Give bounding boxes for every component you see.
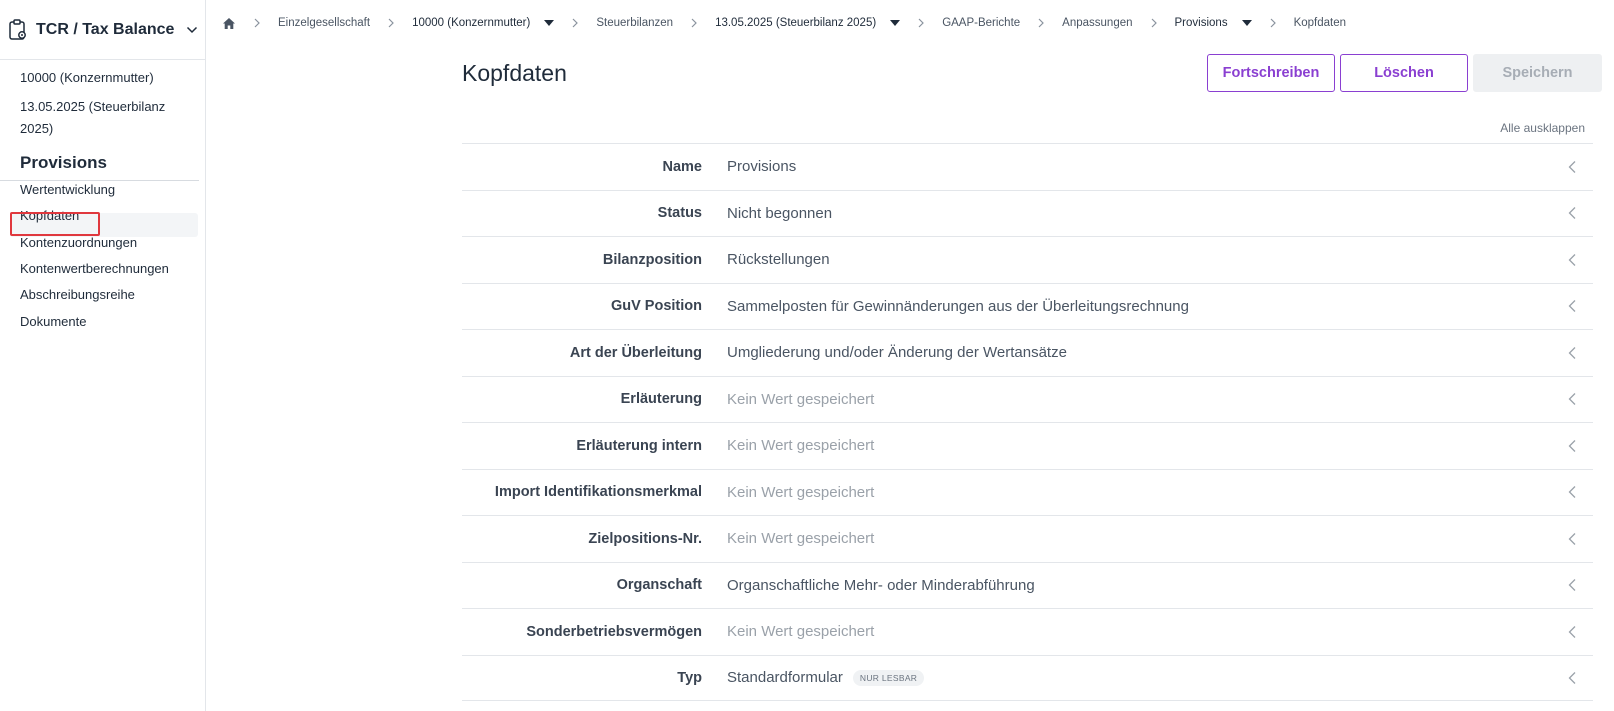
table-row[interactable] <box>462 469 1593 516</box>
chevron-left-icon[interactable] <box>1568 160 1576 173</box>
breadcrumb-balance[interactable]: 13.05.2025 (Steuerbilanz 2025) <box>715 17 877 29</box>
row-label: Status <box>657 205 702 222</box>
table-row[interactable] <box>462 515 1593 562</box>
chevron-left-icon[interactable] <box>1568 671 1576 684</box>
home-icon[interactable] <box>222 17 236 30</box>
app-switcher[interactable] <box>0 0 205 60</box>
table-row[interactable] <box>462 329 1593 376</box>
row-label: Bilanzposition <box>602 251 702 268</box>
row-label: Import Identifikationsmerkmal <box>494 484 702 501</box>
row-label: Name <box>662 158 702 175</box>
caret-down-icon[interactable] <box>1242 20 1252 26</box>
row-value: Organschaftliche Mehr- oder Minderabführung <box>727 576 1035 594</box>
chevron-right-icon <box>918 18 924 28</box>
sidebar <box>0 0 206 711</box>
table-row[interactable] <box>462 655 1593 702</box>
read-only-badge: NUR LESBAR <box>853 670 924 686</box>
sidebar-item-kopfdaten[interactable]: Kopfdaten <box>20 208 80 223</box>
loeschen-button[interactable]: Löschen <box>1340 54 1468 92</box>
speichern-button[interactable]: Speichern <box>1473 54 1602 92</box>
sidebar-item-wertentwicklung[interactable]: Wertentwicklung <box>20 182 116 197</box>
row-value: Rückstellungen <box>727 251 830 269</box>
context-balance-link[interactable]: 13.05.2025 (Steuerbilanz 2025) <box>20 99 166 136</box>
chevron-right-icon <box>1038 18 1044 28</box>
table-row[interactable] <box>462 283 1593 330</box>
chevron-left-icon[interactable] <box>1568 300 1576 313</box>
context-entity-link[interactable]: 10000 (Konzernmutter) <box>20 70 154 85</box>
chevron-left-icon[interactable] <box>1568 532 1576 545</box>
row-value: Nicht begonnen <box>727 204 833 222</box>
chevron-right-icon <box>388 18 394 28</box>
sidebar-item-dokumente[interactable]: Dokumente <box>20 314 87 329</box>
row-label: Erläuterung <box>620 391 702 408</box>
table-row[interactable] <box>462 422 1593 469</box>
row-label: Art der Überleitung <box>569 344 702 361</box>
row-value: Provisions <box>727 158 797 176</box>
row-label: GuV Position <box>610 298 702 315</box>
chevron-right-icon <box>1270 18 1276 28</box>
row-value: Umgliederung und/oder Änderung der Wertansätze <box>727 344 1067 362</box>
app-title: TCR / Tax Balance <box>36 20 175 38</box>
section-title: Provisions <box>20 153 107 172</box>
chevron-right-icon <box>691 18 697 28</box>
table-row[interactable] <box>462 190 1593 237</box>
sidebar-item-abschreibungsreihe[interactable]: Abschreibungsreihe <box>20 287 135 302</box>
breadcrumb-gaap-berichte[interactable]: GAAP-Berichte <box>942 17 1021 29</box>
breadcrumb-einzelgesellschaft[interactable]: Einzelgesellschaft <box>278 17 371 29</box>
chevron-left-icon[interactable] <box>1568 579 1576 592</box>
chevron-right-icon <box>572 18 578 28</box>
breadcrumb-provisions[interactable]: Provisions <box>1174 17 1228 29</box>
fortschreiben-button[interactable]: Fortschreiben <box>1207 54 1335 92</box>
expand-all-link[interactable]: Alle ausklappen <box>1500 121 1585 135</box>
chevron-left-icon[interactable] <box>1568 439 1576 452</box>
chevron-left-icon[interactable] <box>1568 393 1576 406</box>
chevron-right-icon <box>1151 18 1157 28</box>
table-row[interactable] <box>462 236 1593 283</box>
row-label: Organschaft <box>616 577 702 594</box>
table-row[interactable] <box>462 143 1593 190</box>
sidebar-item-kontenzuordnungen[interactable]: Kontenzuordnungen <box>20 235 138 250</box>
chevron-left-icon[interactable] <box>1568 253 1576 266</box>
chevron-down-icon[interactable] <box>186 26 198 34</box>
chevron-left-icon[interactable] <box>1568 346 1576 359</box>
row-value: Standardformular <box>727 669 843 687</box>
row-value: Kein Wert gespeichert <box>727 390 875 408</box>
breadcrumb <box>222 13 1346 33</box>
row-value: Kein Wert gespeichert <box>727 530 875 548</box>
table-row[interactable] <box>462 562 1593 609</box>
chevron-left-icon[interactable] <box>1568 486 1576 499</box>
row-value: Kein Wert gespeichert <box>727 483 875 501</box>
caret-down-icon[interactable] <box>544 20 554 26</box>
clipboard-gear-icon <box>8 19 28 41</box>
table-row[interactable] <box>462 608 1593 655</box>
breadcrumb-anpassungen[interactable]: Anpassungen <box>1062 17 1133 29</box>
row-label: Typ <box>677 669 702 686</box>
sidebar-item-kontenwertberechnungen[interactable]: Kontenwertberechnungen <box>20 261 169 276</box>
chevron-right-icon <box>254 18 260 28</box>
breadcrumb-steuerbilanzen[interactable]: Steuerbilanzen <box>596 17 674 29</box>
table-row[interactable] <box>462 376 1593 423</box>
row-value: Kein Wert gespeichert <box>727 623 875 641</box>
row-value: Kein Wert gespeichert <box>727 437 875 455</box>
chevron-left-icon[interactable] <box>1568 207 1576 220</box>
row-value: Sammelposten für Gewinnänderungen aus der Überleitungsrechnung <box>727 297 1189 315</box>
row-label: Zielpositions-Nr. <box>588 530 702 547</box>
breadcrumb-entity[interactable]: 10000 (Konzernmutter) <box>412 17 531 29</box>
page-title: Kopfdaten <box>462 60 567 86</box>
chevron-left-icon[interactable] <box>1568 625 1576 638</box>
row-value-container <box>727 669 924 686</box>
caret-down-icon[interactable] <box>890 20 900 26</box>
row-label: Sonderbetriebsvermögen <box>526 623 702 640</box>
header-data-table <box>462 143 1593 701</box>
breadcrumb-kopfdaten: Kopfdaten <box>1293 17 1347 29</box>
row-label: Erläuterung intern <box>576 437 702 454</box>
